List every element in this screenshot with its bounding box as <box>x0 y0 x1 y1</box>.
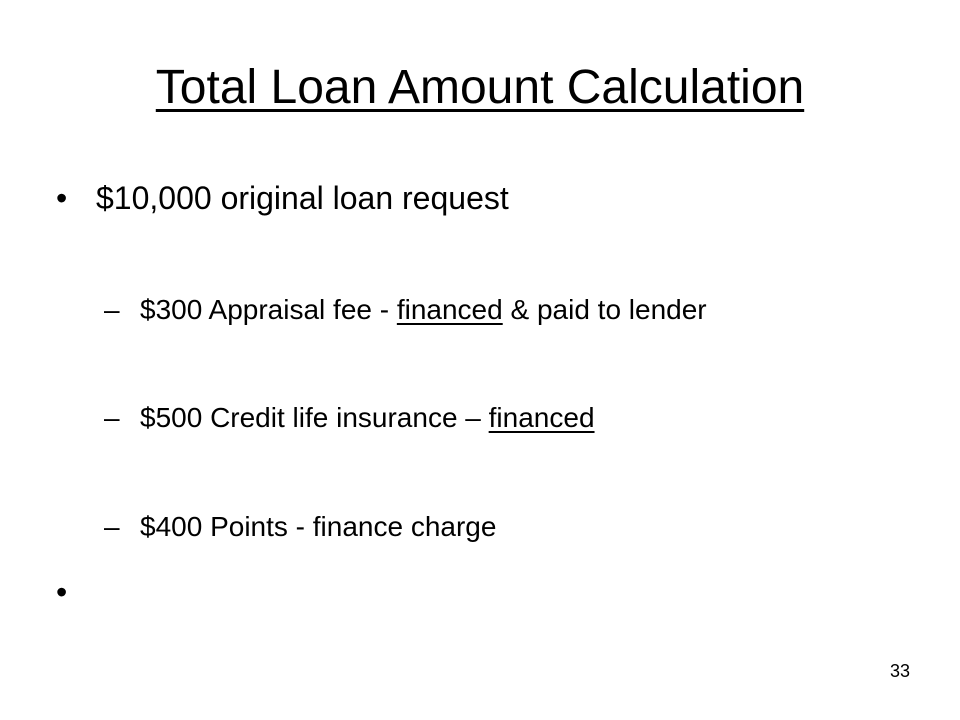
sub-item-text-after: & paid to lender <box>502 294 707 325</box>
slide-title: Total Loan Amount Calculation <box>155 61 805 114</box>
bullet-item-empty <box>56 570 96 614</box>
bullet-item-loan-request <box>56 176 509 220</box>
sub-item-text-before: $300 Appraisal fee - <box>140 294 397 325</box>
page-number: 33 <box>889 661 910 681</box>
sub-item-underlined-text: financed <box>488 402 595 433</box>
bullet-mark: • <box>56 180 68 216</box>
sub-item-points <box>104 509 496 545</box>
dash-mark: – <box>104 511 120 542</box>
sub-item-text-before: $500 Credit life insurance – <box>140 402 489 433</box>
sub-item-text: $400 Points - finance charge <box>140 511 497 542</box>
sub-item-appraisal-fee <box>104 292 707 328</box>
dash-mark: – <box>104 294 120 325</box>
sub-item-underlined-text: financed <box>396 294 503 325</box>
dash-mark: – <box>104 402 120 433</box>
bullet-mark: • <box>56 574 68 610</box>
sub-item-credit-life-insurance <box>104 400 595 436</box>
bullet-text: $10,000 original loan request <box>96 180 509 216</box>
